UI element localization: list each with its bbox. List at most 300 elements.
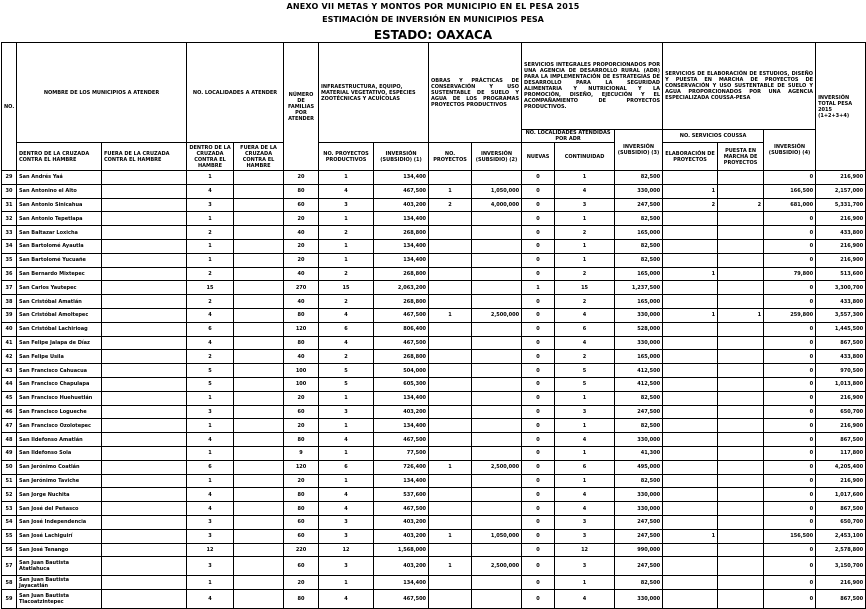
cell-continuidad: 4: [555, 590, 615, 609]
cell-continuidad: 4: [555, 433, 615, 447]
cell-continuidad: 1: [555, 212, 615, 226]
cell-no-proyectos: [429, 590, 472, 609]
cell-no-proyectos: [429, 515, 472, 529]
cell-elaboracion: [663, 295, 718, 309]
cell-loc-fuera: [234, 557, 284, 576]
cell-loc-fuera: [234, 267, 284, 281]
cell-fuera-mun: [102, 336, 187, 350]
cell-elaboracion: 1: [663, 267, 718, 281]
cell-loc-dentro: 1: [187, 171, 234, 185]
header-obras: OBRAS Y PRÁCTICAS DE CONSERVACIÓN Y USO SUSTENTABLE DE SUELO Y AGUA DE LOS PROGRAMAS PROYECTOS PRODUCTIVOS: [429, 43, 522, 143]
cell-continuidad: 12: [555, 543, 615, 557]
cell-municipio: San Francisco Logueche: [17, 405, 102, 419]
cell-municipio: San Francisco Ozolotepec: [17, 419, 102, 433]
cell-no-proyectos: [429, 281, 472, 295]
cell-inversion-2: [472, 433, 522, 447]
report-subtitle: ESTIMACIÓN DE INVERSIÓN EN MUNICIPIOS PESA: [322, 15, 544, 24]
cell-no: 54: [2, 515, 17, 529]
cell-fuera-mun: [102, 502, 187, 516]
cell-total: 1,017,600: [816, 488, 866, 502]
cell-inversion-2: [472, 488, 522, 502]
cell-proyectos-productivos: 3: [319, 198, 374, 212]
cell-inversion-3: 412,500: [615, 364, 663, 378]
cell-total: 433,800: [816, 295, 866, 309]
cell-continuidad: 3: [555, 515, 615, 529]
cell-familias: 60: [284, 515, 319, 529]
cell-proyectos-productivos: 1: [319, 391, 374, 405]
cell-familias: 20: [284, 391, 319, 405]
cell-no-proyectos: [429, 364, 472, 378]
cell-fuera-mun: [102, 198, 187, 212]
cell-elaboracion: [663, 460, 718, 474]
cell-fuera-mun: [102, 253, 187, 267]
cell-municipio: San Antonio Tepetlapa: [17, 212, 102, 226]
cell-elaboracion: [663, 281, 718, 295]
cell-loc-fuera: [234, 226, 284, 240]
cell-inversion-4: 0: [764, 226, 816, 240]
cell-puesta-marcha: [718, 364, 764, 378]
cell-puesta-marcha: [718, 212, 764, 226]
cell-puesta-marcha: [718, 433, 764, 447]
cell-inversion-3: 165,000: [615, 295, 663, 309]
cell-puesta-marcha: [718, 460, 764, 474]
cell-municipio: San Juan Bautista Jayacatlán: [17, 576, 102, 590]
cell-fuera-mun: [102, 433, 187, 447]
cell-no-proyectos: [429, 171, 472, 185]
cell-inversion-1: 2,063,200: [374, 281, 429, 295]
cell-fuera-mun: [102, 364, 187, 378]
cell-familias: 40: [284, 226, 319, 240]
cell-inversion-1: 467,500: [374, 184, 429, 198]
cell-loc-fuera: [234, 350, 284, 364]
cell-nuevas: 0: [522, 171, 555, 185]
cell-proyectos-productivos: 2: [319, 295, 374, 309]
cell-nuevas: 0: [522, 419, 555, 433]
cell-puesta-marcha: [718, 488, 764, 502]
cell-nuevas: 1: [522, 281, 555, 295]
cell-inversion-3: 82,500: [615, 253, 663, 267]
cell-no: 45: [2, 391, 17, 405]
cell-no: 36: [2, 267, 17, 281]
cell-municipio: San Andrés Yaá: [17, 171, 102, 185]
cell-nuevas: 0: [522, 543, 555, 557]
cell-familias: 20: [284, 419, 319, 433]
cell-nuevas: 0: [522, 198, 555, 212]
cell-loc-dentro: 4: [187, 308, 234, 322]
cell-inversion-1: 134,400: [374, 212, 429, 226]
cell-inversion-3: 82,500: [615, 474, 663, 488]
cell-total: 216,900: [816, 576, 866, 590]
cell-inversion-4: 0: [764, 391, 816, 405]
cell-puesta-marcha: [718, 377, 764, 391]
cell-loc-dentro: 1: [187, 446, 234, 460]
cell-proyectos-productivos: 6: [319, 322, 374, 336]
cell-inversion-2: [472, 576, 522, 590]
cell-puesta-marcha: [718, 543, 764, 557]
cell-fuera-mun: [102, 543, 187, 557]
cell-fuera-mun: [102, 446, 187, 460]
cell-inversion-3: 247,500: [615, 405, 663, 419]
cell-inversion-1: 726,400: [374, 460, 429, 474]
cell-inversion-2: [472, 377, 522, 391]
cell-elaboracion: [663, 253, 718, 267]
cell-loc-dentro: 4: [187, 590, 234, 609]
cell-continuidad: 3: [555, 529, 615, 543]
cell-puesta-marcha: [718, 253, 764, 267]
cell-no-proyectos: [429, 502, 472, 516]
cell-loc-fuera: [234, 405, 284, 419]
cell-proyectos-productivos: 1: [319, 576, 374, 590]
cell-inversion-3: 165,000: [615, 350, 663, 364]
cell-elaboracion: [663, 336, 718, 350]
cell-inversion-2: [472, 502, 522, 516]
cell-elaboracion: [663, 171, 718, 185]
cell-puesta-marcha: [718, 267, 764, 281]
cell-inversion-1: 403,200: [374, 405, 429, 419]
cell-no: 58: [2, 576, 17, 590]
cell-no-proyectos: [429, 295, 472, 309]
table-row: [2, 350, 866, 364]
cell-no-proyectos: [429, 267, 472, 281]
cell-inversion-3: 165,000: [615, 267, 663, 281]
cell-inversion-1: 403,200: [374, 557, 429, 576]
cell-nuevas: 0: [522, 474, 555, 488]
cell-municipio: San Francisco Chapulapa: [17, 377, 102, 391]
cell-loc-fuera: [234, 391, 284, 405]
table-row: [2, 239, 866, 253]
header-nuevas: NUEVAS: [522, 143, 555, 171]
cell-inversion-3: 82,500: [615, 576, 663, 590]
header-servicios-integrales: SERVICIOS INTEGRALES PROPORCIONADOS POR UNA AGENCIA DE DESARROLLO RURAL (ADR) PARA LA IMPLEMENTACIÓN DE ESTRATEGIAS DE DESARROLLO PARA LA SEGURIDAD ALIMENTARIA Y NUTRICIONAL Y LA PROMOCIÓN, DISEÑO, EJECUCIÓN Y EL ACOMPAÑAMIENTO DE PROYECTOS PRODUCTIVOS.: [522, 43, 663, 130]
cell-inversion-2: [472, 212, 522, 226]
header-dentro-cruzada-mun: DENTRO DE LA CRUZADA CONTRA EL HAMBRE: [17, 143, 102, 171]
cell-no-proyectos: [429, 433, 472, 447]
table-row: [2, 405, 866, 419]
cell-continuidad: 1: [555, 239, 615, 253]
cell-no-proyectos: [429, 226, 472, 240]
cell-total: 867,500: [816, 433, 866, 447]
cell-fuera-mun: [102, 212, 187, 226]
cell-continuidad: 3: [555, 198, 615, 212]
cell-inversion-4: 0: [764, 543, 816, 557]
cell-inversion-1: 134,400: [374, 171, 429, 185]
cell-inversion-3: 330,000: [615, 590, 663, 609]
cell-inversion-4: 0: [764, 239, 816, 253]
cell-loc-fuera: [234, 502, 284, 516]
table-row: [2, 557, 866, 576]
cell-loc-dentro: 6: [187, 322, 234, 336]
cell-familias: 80: [284, 488, 319, 502]
cell-loc-dentro: 1: [187, 576, 234, 590]
cell-no-proyectos: [429, 446, 472, 460]
cell-familias: 80: [284, 433, 319, 447]
cell-elaboracion: 2: [663, 198, 718, 212]
cell-elaboracion: [663, 557, 718, 576]
cell-no: 49: [2, 446, 17, 460]
cell-familias: 40: [284, 350, 319, 364]
cell-proyectos-productivos: 2: [319, 267, 374, 281]
cell-elaboracion: [663, 364, 718, 378]
cell-no-proyectos: 1: [429, 460, 472, 474]
cell-continuidad: 3: [555, 405, 615, 419]
cell-loc-dentro: 2: [187, 267, 234, 281]
cell-loc-fuera: [234, 433, 284, 447]
cell-loc-fuera: [234, 212, 284, 226]
cell-inversion-4: 0: [764, 364, 816, 378]
cell-nuevas: 0: [522, 350, 555, 364]
cell-inversion-4: 156,500: [764, 529, 816, 543]
cell-loc-fuera: [234, 253, 284, 267]
cell-municipio: San Bartolomé Yucuañe: [17, 253, 102, 267]
cell-nuevas: 0: [522, 391, 555, 405]
cell-no-proyectos: [429, 336, 472, 350]
cell-nuevas: 0: [522, 529, 555, 543]
cell-loc-dentro: 4: [187, 336, 234, 350]
cell-loc-dentro: 4: [187, 184, 234, 198]
cell-proyectos-productivos: 2: [319, 350, 374, 364]
cell-total: 216,900: [816, 391, 866, 405]
table-row: [2, 364, 866, 378]
cell-inversion-4: 681,000: [764, 198, 816, 212]
cell-continuidad: 6: [555, 460, 615, 474]
cell-municipio: San Francisco Huehuetlán: [17, 391, 102, 405]
cell-familias: 20: [284, 474, 319, 488]
cell-proyectos-productivos: 4: [319, 488, 374, 502]
cell-inversion-3: 330,000: [615, 308, 663, 322]
cell-inversion-1: 467,500: [374, 590, 429, 609]
cell-nuevas: 0: [522, 460, 555, 474]
cell-proyectos-productivos: 4: [319, 184, 374, 198]
cell-proyectos-productivos: 3: [319, 515, 374, 529]
cell-loc-fuera: [234, 474, 284, 488]
table-row: [2, 212, 866, 226]
cell-loc-dentro: 5: [187, 377, 234, 391]
header-familias: NÚMERO DE FAMILIAS POR ATENDER: [284, 43, 319, 171]
cell-inversion-3: 495,000: [615, 460, 663, 474]
cell-puesta-marcha: [718, 515, 764, 529]
cell-total: 3,557,300: [816, 308, 866, 322]
cell-no-proyectos: 1: [429, 184, 472, 198]
cell-puesta-marcha: 1: [718, 308, 764, 322]
cell-inversion-2: [472, 281, 522, 295]
cell-continuidad: 1: [555, 391, 615, 405]
cell-no: 57: [2, 557, 17, 576]
cell-loc-dentro: 15: [187, 281, 234, 295]
cell-proyectos-productivos: 1: [319, 474, 374, 488]
cell-total: 867,500: [816, 590, 866, 609]
header-inversion-total: INVERSIÓN TOTAL PESA 2015 (1+2+3+4): [816, 43, 866, 171]
cell-fuera-mun: [102, 529, 187, 543]
header-continuidad: CONTINUIDAD: [555, 143, 615, 171]
cell-elaboracion: [663, 350, 718, 364]
cell-inversion-2: [472, 391, 522, 405]
cell-proyectos-productivos: 3: [319, 557, 374, 576]
cell-continuidad: 15: [555, 281, 615, 295]
header-servicios-coussa: SERVICIOS DE ELABORACIÓN DE ESTUDIOS, DISEÑO Y PUESTA EN MARCHA DE PROYECTOS DE CONSERVACIÓN Y USO SUSTENTABLE DE SUELO Y AGUA PROPORCIONADOS POR UNA AGENCIA ESPECIALIZADA COUSSA-PESA: [663, 43, 816, 130]
cell-municipio: San Jerónimo Taviche: [17, 474, 102, 488]
cell-inversion-2: [472, 171, 522, 185]
cell-continuidad: 4: [555, 184, 615, 198]
table-row: [2, 281, 866, 295]
cell-inversion-4: 0: [764, 488, 816, 502]
cell-no: 34: [2, 239, 17, 253]
header-inversion-3: INVERSIÓN (SUBSIDIO) (3): [615, 130, 663, 171]
cell-familias: 100: [284, 364, 319, 378]
cell-inversion-3: 990,000: [615, 543, 663, 557]
cell-inversion-2: 2,500,000: [472, 460, 522, 474]
cell-no-proyectos: 1: [429, 557, 472, 576]
report-title: ANEXO VII METAS Y MONTOS POR MUNICIPIO EN EL PESA 2015: [286, 2, 580, 11]
cell-loc-dentro: 4: [187, 502, 234, 516]
cell-inversion-1: 605,300: [374, 377, 429, 391]
cell-familias: 80: [284, 502, 319, 516]
cell-puesta-marcha: [718, 474, 764, 488]
cell-total: 1,013,800: [816, 377, 866, 391]
cell-inversion-1: 77,500: [374, 446, 429, 460]
cell-nuevas: 0: [522, 308, 555, 322]
table-row: [2, 184, 866, 198]
cell-inversion-1: 403,200: [374, 515, 429, 529]
cell-proyectos-productivos: 1: [319, 171, 374, 185]
cell-municipio: San José Lachiguirí: [17, 529, 102, 543]
cell-inversion-2: [472, 336, 522, 350]
cell-inversion-3: 330,000: [615, 336, 663, 350]
cell-inversion-1: 403,200: [374, 529, 429, 543]
cell-nuevas: 0: [522, 557, 555, 576]
cell-nuevas: 0: [522, 212, 555, 226]
cell-inversion-3: 330,000: [615, 184, 663, 198]
cell-fuera-mun: [102, 557, 187, 576]
cell-loc-dentro: 1: [187, 212, 234, 226]
cell-puesta-marcha: [718, 281, 764, 295]
cell-proyectos-productivos: 2: [319, 226, 374, 240]
cell-no: 40: [2, 322, 17, 336]
cell-inversion-4: 0: [764, 419, 816, 433]
cell-inversion-1: 268,800: [374, 350, 429, 364]
cell-no-proyectos: [429, 253, 472, 267]
cell-fuera-mun: [102, 590, 187, 609]
cell-inversion-2: [472, 590, 522, 609]
table-row: [2, 515, 866, 529]
cell-inversion-3: 82,500: [615, 212, 663, 226]
cell-puesta-marcha: 2: [718, 198, 764, 212]
cell-loc-fuera: [234, 590, 284, 609]
cell-nuevas: 0: [522, 267, 555, 281]
cell-inversion-1: 467,500: [374, 308, 429, 322]
cell-nuevas: 0: [522, 576, 555, 590]
cell-inversion-1: 134,400: [374, 474, 429, 488]
state-title: ESTADO: OAXACA: [373, 28, 493, 42]
cell-continuidad: 6: [555, 322, 615, 336]
cell-nuevas: 0: [522, 239, 555, 253]
cell-fuera-mun: [102, 576, 187, 590]
cell-total: 216,900: [816, 239, 866, 253]
cell-inversion-2: [472, 350, 522, 364]
cell-total: 216,900: [816, 171, 866, 185]
cell-inversion-2: [472, 419, 522, 433]
cell-loc-dentro: 2: [187, 350, 234, 364]
cell-fuera-mun: [102, 460, 187, 474]
cell-no: 42: [2, 350, 17, 364]
cell-total: 216,900: [816, 212, 866, 226]
cell-proyectos-productivos: 1: [319, 212, 374, 226]
header-inversion-4: INVERSIÓN (SUBSIDIO) (4): [764, 130, 816, 171]
cell-no: 33: [2, 226, 17, 240]
cell-no: 51: [2, 474, 17, 488]
cell-fuera-mun: [102, 295, 187, 309]
cell-no: 39: [2, 308, 17, 322]
cell-inversion-2: [472, 364, 522, 378]
cell-continuidad: 2: [555, 226, 615, 240]
table-row: [2, 474, 866, 488]
cell-inversion-3: 82,500: [615, 391, 663, 405]
cell-inversion-4: 0: [764, 405, 816, 419]
cell-municipio: San Cristóbal Lachirioag: [17, 322, 102, 336]
cell-loc-dentro: 2: [187, 295, 234, 309]
cell-elaboracion: [663, 590, 718, 609]
cell-inversion-2: [472, 446, 522, 460]
cell-proyectos-productivos: 12: [319, 543, 374, 557]
cell-total: 867,500: [816, 336, 866, 350]
cell-continuidad: 4: [555, 336, 615, 350]
cell-inversion-1: 467,500: [374, 336, 429, 350]
cell-fuera-mun: [102, 419, 187, 433]
table-row: [2, 377, 866, 391]
cell-inversion-3: 412,500: [615, 377, 663, 391]
cell-familias: 20: [284, 253, 319, 267]
cell-nuevas: 0: [522, 405, 555, 419]
cell-fuera-mun: [102, 281, 187, 295]
cell-elaboracion: [663, 377, 718, 391]
cell-continuidad: 2: [555, 295, 615, 309]
cell-continuidad: 2: [555, 350, 615, 364]
cell-inversion-2: 2,500,000: [472, 557, 522, 576]
cell-inversion-3: 330,000: [615, 433, 663, 447]
cell-familias: 220: [284, 543, 319, 557]
cell-continuidad: 1: [555, 576, 615, 590]
cell-continuidad: 4: [555, 502, 615, 516]
cell-elaboracion: [663, 322, 718, 336]
cell-inversion-3: 82,500: [615, 171, 663, 185]
cell-inversion-4: 0: [764, 212, 816, 226]
cell-familias: 100: [284, 377, 319, 391]
cell-total: 3,300,700: [816, 281, 866, 295]
cell-total: 650,700: [816, 515, 866, 529]
cell-inversion-1: 806,400: [374, 322, 429, 336]
table-row: [2, 253, 866, 267]
cell-municipio: San Bartolomé Ayautla: [17, 239, 102, 253]
cell-inversion-4: 0: [764, 474, 816, 488]
cell-nuevas: 0: [522, 515, 555, 529]
cell-loc-fuera: [234, 364, 284, 378]
cell-total: 216,900: [816, 474, 866, 488]
cell-loc-dentro: 1: [187, 419, 234, 433]
cell-loc-dentro: 4: [187, 433, 234, 447]
header-fuera-cruzada-loc: FUERA DE LA CRUZADA CONTRA EL HAMBRE: [234, 143, 284, 171]
cell-elaboracion: [663, 502, 718, 516]
cell-nuevas: 0: [522, 295, 555, 309]
table-row: [2, 460, 866, 474]
cell-no: 38: [2, 295, 17, 309]
cell-familias: 120: [284, 322, 319, 336]
cell-no: 55: [2, 529, 17, 543]
cell-municipio: San Ildefonso Amatlán: [17, 433, 102, 447]
table-body: [2, 171, 866, 609]
cell-no: 46: [2, 405, 17, 419]
cell-puesta-marcha: [718, 529, 764, 543]
cell-proyectos-productivos: 4: [319, 590, 374, 609]
cell-fuera-mun: [102, 515, 187, 529]
